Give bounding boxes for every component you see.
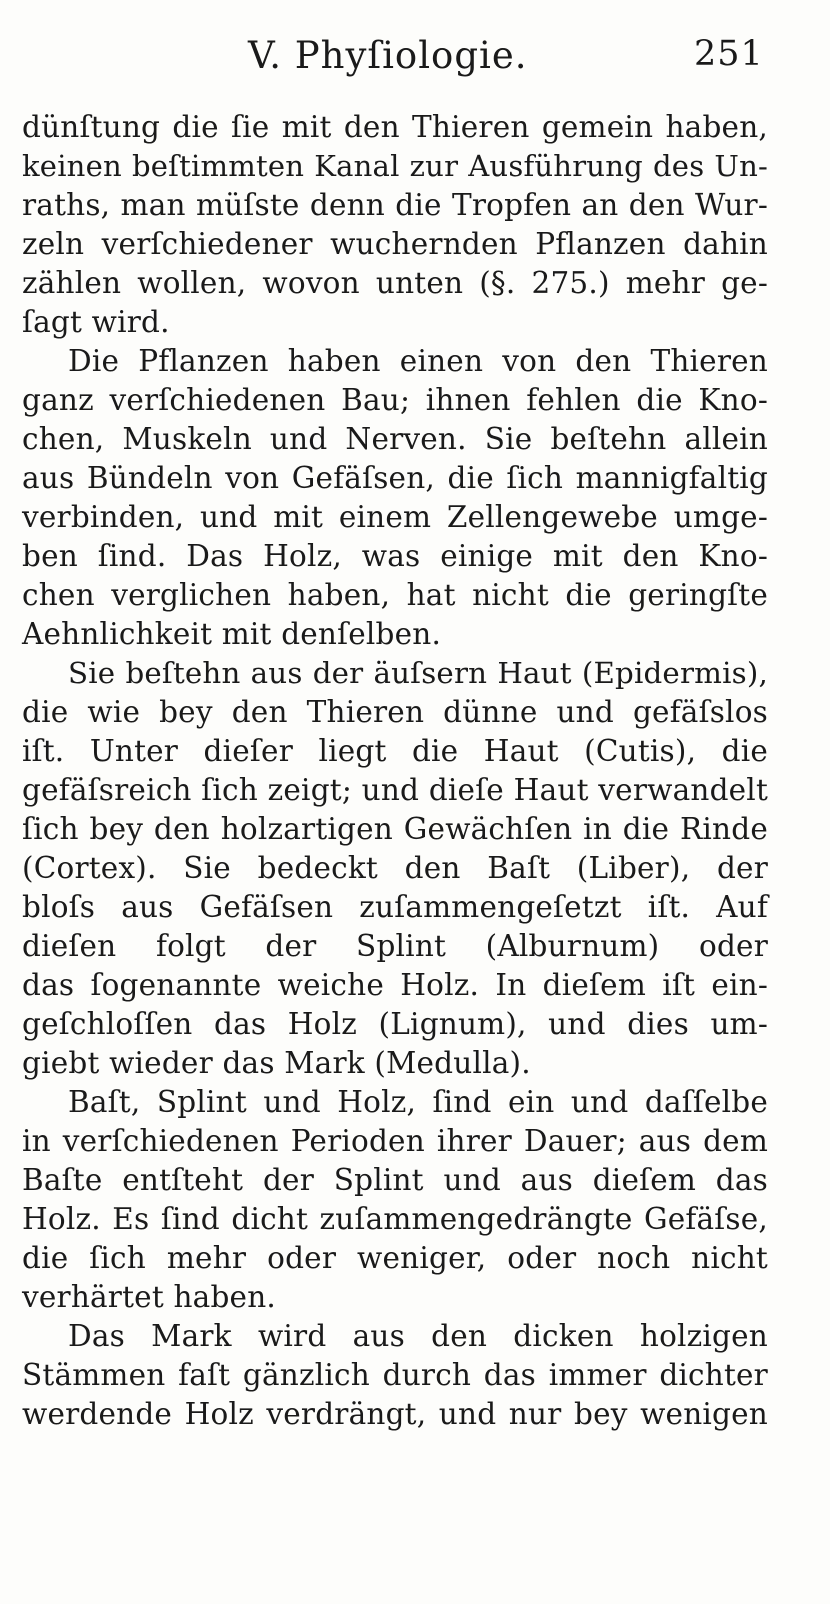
text-line: Baſt, Splint und Holz, ſind ein und daſſelbe: [68, 1085, 768, 1119]
text-line: gefäſsreich ſich zeigt; und dieſe Haut verwandelt: [22, 773, 768, 807]
text-line: Sie beſtehn aus der äuſsern Haut (Epidermis),: [68, 656, 768, 690]
page-number: 251: [694, 34, 764, 74]
text-line: keinen beſtimmten Kanal zur Ausführung des Un-: [22, 149, 768, 183]
text-line: aus Bündeln von Gefäſsen, die ſich mannigfaltig: [22, 461, 768, 495]
text-line: verbinden, und mit einem Zellengewebe umge-: [22, 500, 768, 534]
text-line: Die Pflanzen haben einen von den Thieren: [68, 344, 768, 378]
paragraph-4: [22, 1083, 768, 1317]
text-line: raths, man müſste denn die Tropfen an den Wur-: [22, 188, 768, 222]
text-line: chen, Muskeln und Nerven. Sie beſtehn allein: [22, 422, 768, 456]
paragraph-3: [22, 654, 768, 1083]
text-line: das ſogenannte weiche Holz. In dieſem iſt ein-: [22, 968, 768, 1002]
text-line: die wie bey den Thieren dünne und gefäſslos: [22, 695, 768, 729]
text-line: ganz verſchiedenen Bau; ihnen fehlen die Kno-: [22, 383, 768, 417]
body-text: [22, 108, 768, 1434]
paragraph-2: [22, 342, 768, 654]
text-line: geſchloſſen das Holz (Lignum), und dies um-: [22, 1007, 768, 1041]
text-line: ſagt wird.: [22, 305, 170, 339]
text-line: zählen wollen, wovon unten (§. 275.) mehr ge-: [22, 266, 768, 300]
text-line: dünſtung die ſie mit den Thieren gemein haben,: [22, 110, 768, 144]
text-line: werdende Holz verdrängt, und nur bey wenigen: [22, 1397, 768, 1431]
text-line: in verſchiedenen Perioden ihrer Dauer; aus dem: [22, 1124, 768, 1158]
text-line: bloſs aus Gefäſsen zuſammengeſetzt iſt. Auf: [22, 890, 768, 924]
page-header: [0, 34, 830, 84]
text-line: dieſen folgt der Splint (Alburnum) oder: [22, 929, 768, 963]
text-line: Baſte entſteht der Splint und aus dieſem das: [22, 1163, 768, 1197]
text-line: (Cortex). Sie bedeckt den Baſt (Liber), der: [22, 851, 768, 885]
paragraph-5: [22, 1317, 768, 1434]
text-line: die ſich mehr oder weniger, oder noch nicht: [22, 1241, 768, 1275]
text-line: Stämmen faſt gänzlich durch das immer dichter: [22, 1358, 768, 1392]
text-line: chen verglichen haben, hat nicht die geringſte: [22, 578, 768, 612]
text-line: Das Mark wird aus den dicken holzigen: [68, 1319, 768, 1353]
paragraph-1: [22, 108, 768, 342]
text-line: Aehnlichkeit mit denſelben.: [22, 617, 442, 651]
text-line: iſt. Unter dieſer liegt die Haut (Cutis), die: [22, 734, 768, 768]
text-line: giebt wieder das Mark (Medulla).: [22, 1046, 531, 1080]
running-title: V. Phyſiologie.: [248, 34, 528, 77]
text-line: ſich bey den holzartigen Gewächſen in die Rinde: [22, 812, 768, 846]
text-line: zeln verſchiedener wuchernden Pflanzen dahin: [22, 227, 768, 261]
text-line: ben ſind. Das Holz, was einige mit den Kno-: [22, 539, 768, 573]
text-line: verhärtet haben.: [22, 1280, 276, 1314]
text-line: Holz. Es ſind dicht zuſammengedrängte Gefäſse,: [22, 1202, 768, 1236]
